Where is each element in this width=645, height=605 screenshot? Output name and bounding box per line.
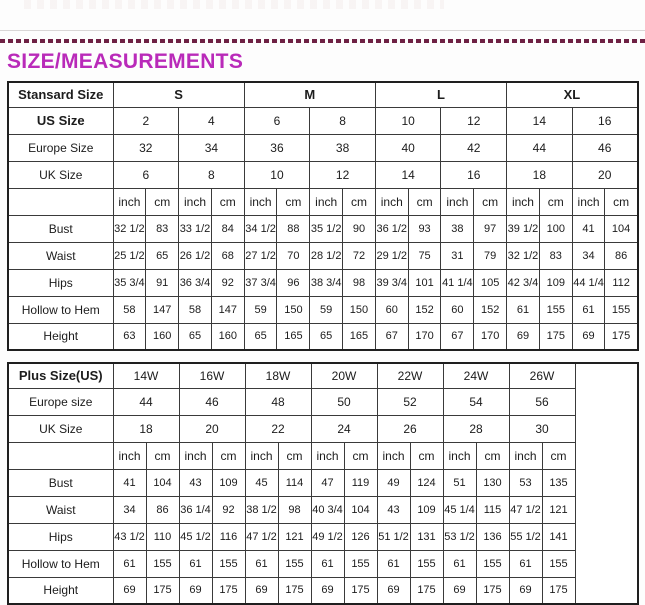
measurement-value: 47 xyxy=(311,469,344,496)
measurement-value: 69 xyxy=(245,577,278,604)
size-value: 6 xyxy=(244,107,310,134)
measurement-value: 63 xyxy=(113,323,146,350)
measurement-value: 61 xyxy=(443,550,476,577)
size-group-header: 18W xyxy=(245,363,311,388)
size-value: 46 xyxy=(179,388,245,415)
page-title: SIZE/MEASUREMENTS xyxy=(7,50,244,73)
measurement-label: Hips xyxy=(8,269,113,296)
measurement-value: 36 3/4 xyxy=(179,269,212,296)
measurement-value: 155 xyxy=(410,550,443,577)
measurement-value: 55 1/2 xyxy=(509,523,542,550)
measurement-value: 92 xyxy=(211,269,244,296)
measurement-value: 45 1/4 xyxy=(443,496,476,523)
measurement-value: 155 xyxy=(605,296,638,323)
measurement-value: 175 xyxy=(212,577,245,604)
unit-header: inch xyxy=(443,442,476,469)
measurement-value: 69 xyxy=(509,577,542,604)
measurement-value: 101 xyxy=(408,269,441,296)
size-value: 40 xyxy=(375,134,441,161)
unit-header: inch xyxy=(507,188,540,215)
measurement-value: 86 xyxy=(605,242,638,269)
measurement-value: 114 xyxy=(278,469,311,496)
size-value: 44 xyxy=(507,134,573,161)
measurement-value: 39 3/4 xyxy=(375,269,408,296)
size-value: 52 xyxy=(377,388,443,415)
measurement-label: Waist xyxy=(8,242,113,269)
size-value: 56 xyxy=(509,388,575,415)
size-row-label: UK Size xyxy=(8,415,113,442)
measurement-value: 32 1/2 xyxy=(507,242,540,269)
measurement-value: 175 xyxy=(476,577,509,604)
measurement-value: 135 xyxy=(542,469,575,496)
measurement-value: 160 xyxy=(146,323,179,350)
measurement-value: 69 xyxy=(443,577,476,604)
measurement-value: 121 xyxy=(278,523,311,550)
size-value: 34 xyxy=(179,134,245,161)
measurement-value: 98 xyxy=(343,269,376,296)
size-value: 18 xyxy=(507,161,573,188)
measurement-value: 116 xyxy=(212,523,245,550)
measurement-label: Hollow to Hem xyxy=(8,296,113,323)
size-group-header: 14W xyxy=(113,363,179,388)
plus-size-table xyxy=(7,362,639,605)
measurement-value: 98 xyxy=(278,496,311,523)
unit-header: inch xyxy=(179,442,212,469)
measurement-value: 65 xyxy=(179,323,212,350)
measurement-value: 170 xyxy=(474,323,507,350)
unit-row-empty-label xyxy=(8,442,113,469)
measurement-value: 88 xyxy=(277,215,310,242)
size-value: 30 xyxy=(509,415,575,442)
size-value: 14 xyxy=(375,161,441,188)
size-group-header: M xyxy=(244,82,375,107)
measurement-value: 58 xyxy=(179,296,212,323)
measurement-value: 175 xyxy=(146,577,179,604)
measurement-value: 40 3/4 xyxy=(311,496,344,523)
unit-header: cm xyxy=(476,442,509,469)
measurement-value: 175 xyxy=(344,577,377,604)
measurement-value: 152 xyxy=(474,296,507,323)
measurement-value: 53 xyxy=(509,469,542,496)
measurement-value: 51 1/2 xyxy=(377,523,410,550)
measurement-value: 61 xyxy=(179,550,212,577)
unit-header: inch xyxy=(244,188,277,215)
size-group-header: 26W xyxy=(509,363,575,388)
measurement-value: 152 xyxy=(408,296,441,323)
size-value: 8 xyxy=(310,107,376,134)
measurement-value: 61 xyxy=(245,550,278,577)
measurement-value: 38 3/4 xyxy=(310,269,343,296)
measurement-value: 155 xyxy=(476,550,509,577)
unit-header: cm xyxy=(212,442,245,469)
measurement-value: 97 xyxy=(474,215,507,242)
size-value: 6 xyxy=(113,161,179,188)
unit-header: inch xyxy=(509,442,542,469)
measurement-value: 69 xyxy=(179,577,212,604)
measurement-value: 65 xyxy=(310,323,343,350)
measurement-value: 165 xyxy=(277,323,310,350)
size-value: 46 xyxy=(572,134,638,161)
measurement-value: 65 xyxy=(146,242,179,269)
measurement-value: 43 1/2 xyxy=(113,523,146,550)
size-value: 28 xyxy=(443,415,509,442)
measurement-label: Height xyxy=(8,323,113,350)
size-value: 32 xyxy=(113,134,179,161)
unit-header: cm xyxy=(605,188,638,215)
horizontal-rule xyxy=(0,30,645,31)
unit-header: cm xyxy=(146,442,179,469)
unit-header: inch xyxy=(311,442,344,469)
measurement-value: 69 xyxy=(377,577,410,604)
size-row-label: Europe Size xyxy=(8,134,113,161)
measurement-value: 79 xyxy=(474,242,507,269)
standard-size-table xyxy=(7,81,639,351)
measurement-value: 31 xyxy=(441,242,474,269)
size-value: 22 xyxy=(245,415,311,442)
measurement-value: 60 xyxy=(441,296,474,323)
measurement-value: 72 xyxy=(343,242,376,269)
measurement-value: 59 xyxy=(310,296,343,323)
unit-header: cm xyxy=(277,188,310,215)
size-value: 20 xyxy=(179,415,245,442)
measurement-value: 109 xyxy=(539,269,572,296)
measurement-value: 58 xyxy=(113,296,146,323)
measurement-value: 67 xyxy=(375,323,408,350)
measurement-value: 32 1/2 xyxy=(113,215,146,242)
measurement-value: 83 xyxy=(539,242,572,269)
size-header-label: Plus Size(US) xyxy=(8,363,113,388)
measurement-value: 91 xyxy=(146,269,179,296)
measurement-value: 41 xyxy=(572,215,605,242)
size-value: 42 xyxy=(441,134,507,161)
measurement-value: 41 1/4 xyxy=(441,269,474,296)
dashed-separator xyxy=(0,39,645,43)
size-header-label: Stansard Size xyxy=(8,82,113,107)
size-group-header: 16W xyxy=(179,363,245,388)
measurement-value: 131 xyxy=(410,523,443,550)
measurement-value: 126 xyxy=(344,523,377,550)
measurement-value: 42 3/4 xyxy=(507,269,540,296)
measurement-value: 175 xyxy=(278,577,311,604)
measurement-value: 43 xyxy=(179,469,212,496)
measurement-value: 41 xyxy=(113,469,146,496)
unit-header: inch xyxy=(113,188,146,215)
measurement-value: 69 xyxy=(113,577,146,604)
size-row-label: Europe size xyxy=(8,388,113,415)
measurement-label: Hips xyxy=(8,523,113,550)
unit-header: inch xyxy=(572,188,605,215)
measurement-value: 28 1/2 xyxy=(310,242,343,269)
size-value: 48 xyxy=(245,388,311,415)
measurement-value: 100 xyxy=(539,215,572,242)
measurement-label: Waist xyxy=(8,496,113,523)
measurement-value: 155 xyxy=(542,550,575,577)
measurement-value: 26 1/2 xyxy=(179,242,212,269)
unit-header: inch xyxy=(113,442,146,469)
measurement-value: 96 xyxy=(277,269,310,296)
unit-header: inch xyxy=(375,188,408,215)
measurement-value: 121 xyxy=(542,496,575,523)
measurement-value: 68 xyxy=(211,242,244,269)
size-value: 18 xyxy=(113,415,179,442)
unit-row-empty-label xyxy=(8,188,113,215)
measurement-value: 53 1/2 xyxy=(443,523,476,550)
measurement-value: 27 1/2 xyxy=(244,242,277,269)
measurement-value: 44 1/4 xyxy=(572,269,605,296)
size-group-header: 22W xyxy=(377,363,443,388)
measurement-value: 59 xyxy=(244,296,277,323)
measurement-value: 110 xyxy=(146,523,179,550)
measurement-value: 83 xyxy=(146,215,179,242)
cropped-top-text-artifact xyxy=(24,0,444,9)
measurement-value: 147 xyxy=(146,296,179,323)
unit-header: cm xyxy=(410,442,443,469)
size-value: 12 xyxy=(310,161,376,188)
measurement-value: 25 1/2 xyxy=(113,242,146,269)
measurement-value: 109 xyxy=(410,496,443,523)
measurement-value: 105 xyxy=(474,269,507,296)
measurement-value: 115 xyxy=(476,496,509,523)
unit-header: inch xyxy=(245,442,278,469)
measurement-value: 150 xyxy=(343,296,376,323)
measurement-value: 155 xyxy=(212,550,245,577)
size-value: 36 xyxy=(244,134,310,161)
size-value: 20 xyxy=(572,161,638,188)
size-group-header: L xyxy=(375,82,506,107)
size-value: 26 xyxy=(377,415,443,442)
measurement-value: 61 xyxy=(507,296,540,323)
size-group-header: S xyxy=(113,82,244,107)
measurement-value: 69 xyxy=(507,323,540,350)
measurement-value: 175 xyxy=(539,323,572,350)
measurement-value: 34 xyxy=(572,242,605,269)
measurement-value: 70 xyxy=(277,242,310,269)
size-group-header: XL xyxy=(507,82,638,107)
size-group-header: 24W xyxy=(443,363,509,388)
unit-header: cm xyxy=(408,188,441,215)
measurement-value: 86 xyxy=(146,496,179,523)
measurement-value: 147 xyxy=(211,296,244,323)
size-row-label: UK Size xyxy=(8,161,113,188)
measurement-value: 34 xyxy=(113,496,146,523)
measurement-value: 84 xyxy=(211,215,244,242)
unit-header: cm xyxy=(542,442,575,469)
measurement-value: 90 xyxy=(343,215,376,242)
size-value: 14 xyxy=(507,107,573,134)
measurement-value: 175 xyxy=(605,323,638,350)
measurement-value: 61 xyxy=(509,550,542,577)
measurement-value: 47 1/2 xyxy=(245,523,278,550)
size-value: 2 xyxy=(113,107,179,134)
measurement-value: 35 1/2 xyxy=(310,215,343,242)
size-value: 16 xyxy=(572,107,638,134)
unit-header: cm xyxy=(343,188,376,215)
measurement-value: 61 xyxy=(113,550,146,577)
size-value: 4 xyxy=(179,107,245,134)
unit-header: cm xyxy=(211,188,244,215)
measurement-value: 33 1/2 xyxy=(179,215,212,242)
measurement-value: 67 xyxy=(441,323,474,350)
measurement-label: Hollow to Hem xyxy=(8,550,113,577)
measurement-value: 51 xyxy=(443,469,476,496)
measurement-value: 35 3/4 xyxy=(113,269,146,296)
measurement-value: 104 xyxy=(344,496,377,523)
measurement-value: 47 1/2 xyxy=(509,496,542,523)
measurement-value: 38 1/2 xyxy=(245,496,278,523)
size-value: 24 xyxy=(311,415,377,442)
measurement-value: 69 xyxy=(572,323,605,350)
measurement-value: 155 xyxy=(146,550,179,577)
measurement-value: 45 1/2 xyxy=(179,523,212,550)
measurement-value: 65 xyxy=(244,323,277,350)
measurement-value: 29 1/2 xyxy=(375,242,408,269)
measurement-value: 130 xyxy=(476,469,509,496)
measurement-value: 60 xyxy=(375,296,408,323)
size-value: 10 xyxy=(244,161,310,188)
measurement-value: 69 xyxy=(311,577,344,604)
measurement-value: 150 xyxy=(277,296,310,323)
measurement-value: 43 xyxy=(377,496,410,523)
measurement-value: 34 1/2 xyxy=(244,215,277,242)
size-row-label: US Size xyxy=(8,107,113,134)
measurement-value: 36 1/4 xyxy=(179,496,212,523)
unit-header: cm xyxy=(146,188,179,215)
measurement-value: 61 xyxy=(311,550,344,577)
unit-header: inch xyxy=(377,442,410,469)
measurement-label: Bust xyxy=(8,469,113,496)
unit-header: cm xyxy=(344,442,377,469)
measurement-value: 75 xyxy=(408,242,441,269)
size-value: 8 xyxy=(179,161,245,188)
size-value: 10 xyxy=(375,107,441,134)
measurement-value: 119 xyxy=(344,469,377,496)
measurement-value: 37 3/4 xyxy=(244,269,277,296)
measurement-value: 49 1/2 xyxy=(311,523,344,550)
empty-column xyxy=(575,363,638,604)
measurement-value: 160 xyxy=(211,323,244,350)
measurement-value: 175 xyxy=(410,577,443,604)
size-value: 12 xyxy=(441,107,507,134)
size-value: 54 xyxy=(443,388,509,415)
size-value: 38 xyxy=(310,134,376,161)
measurement-value: 104 xyxy=(146,469,179,496)
size-value: 44 xyxy=(113,388,179,415)
measurement-value: 61 xyxy=(377,550,410,577)
measurement-value: 170 xyxy=(408,323,441,350)
size-value: 16 xyxy=(441,161,507,188)
measurement-value: 175 xyxy=(542,577,575,604)
size-value: 50 xyxy=(311,388,377,415)
measurement-value: 36 1/2 xyxy=(375,215,408,242)
unit-header: inch xyxy=(441,188,474,215)
measurement-value: 124 xyxy=(410,469,443,496)
measurement-value: 155 xyxy=(278,550,311,577)
unit-header: inch xyxy=(179,188,212,215)
measurement-value: 141 xyxy=(542,523,575,550)
unit-header: cm xyxy=(539,188,572,215)
unit-header: inch xyxy=(310,188,343,215)
measurement-label: Bust xyxy=(8,215,113,242)
measurement-value: 92 xyxy=(212,496,245,523)
measurement-value: 45 xyxy=(245,469,278,496)
measurement-label: Height xyxy=(8,577,113,604)
measurement-value: 38 xyxy=(441,215,474,242)
measurement-value: 155 xyxy=(539,296,572,323)
measurement-value: 93 xyxy=(408,215,441,242)
measurement-value: 165 xyxy=(343,323,376,350)
measurement-value: 61 xyxy=(572,296,605,323)
unit-header: cm xyxy=(278,442,311,469)
size-group-header: 20W xyxy=(311,363,377,388)
measurement-value: 104 xyxy=(605,215,638,242)
measurement-value: 155 xyxy=(344,550,377,577)
measurement-value: 112 xyxy=(605,269,638,296)
measurement-value: 39 1/2 xyxy=(507,215,540,242)
measurement-value: 49 xyxy=(377,469,410,496)
measurement-value: 109 xyxy=(212,469,245,496)
unit-header: cm xyxy=(474,188,507,215)
measurement-value: 136 xyxy=(476,523,509,550)
